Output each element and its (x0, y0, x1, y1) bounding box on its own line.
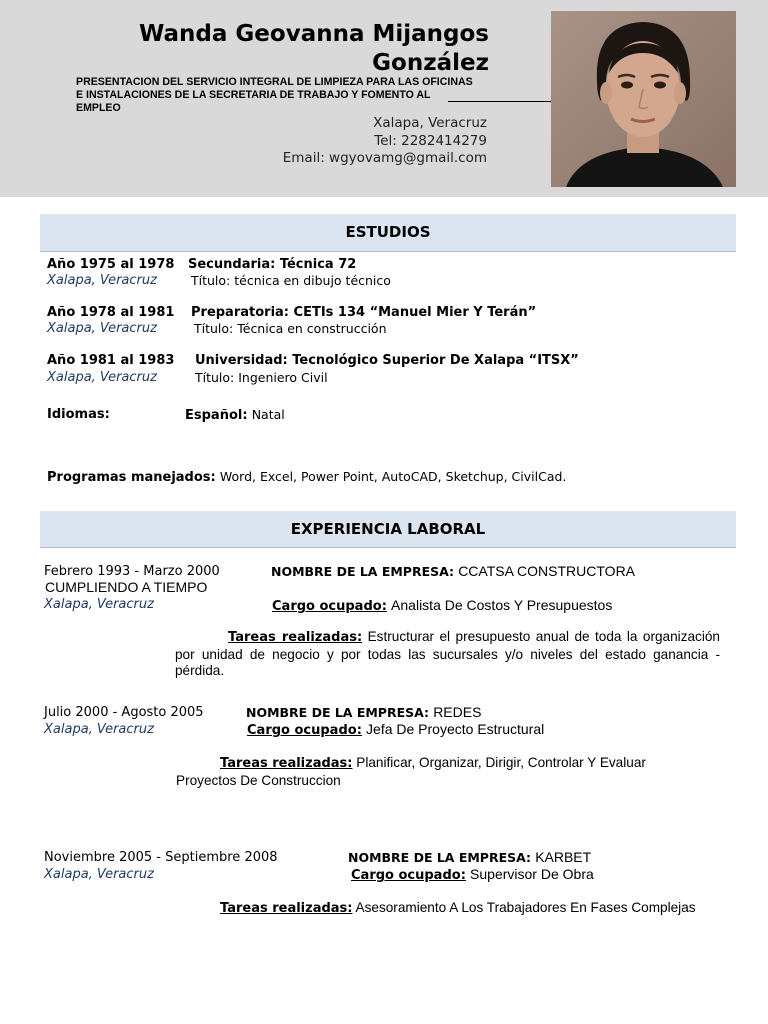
position-value: Supervisor De Obra (470, 866, 594, 882)
study-location-3: Xalapa, Veracruz (47, 370, 157, 385)
tasks-label: Tareas realizadas: (220, 756, 353, 771)
job-tasks-3 (176, 900, 696, 918)
language-level: Natal (251, 407, 285, 422)
job-position-1 (272, 597, 612, 615)
position-value: Jefa De Proyecto Estructural (366, 721, 545, 737)
company-label: NOMBRE DE LA EMPRESA: (271, 564, 455, 579)
contact-phone: Tel: 2282414279 (374, 133, 487, 149)
study-school-2: Preparatoria: CETIs 134 “Manuel Mier Y Terán” (191, 305, 537, 320)
tasks-label: Tareas realizadas: (228, 630, 363, 645)
programs-value: Word, Excel, Power Point, AutoCAD, Sketchup, CivilCad. (219, 469, 567, 484)
tasks-value: Estructurar el presupuesto anual de toda la organización por unidad de negocio y por todas las sucursales y/o niveles del estado ganancia - pérdida. (175, 629, 720, 678)
company-name: REDES (433, 704, 482, 720)
company-name: KARBET (535, 849, 592, 865)
position-label: Cargo ocupado: (247, 723, 362, 738)
company-label: NOMBRE DE LA EMPRESA: (246, 705, 430, 720)
contact-city: Xalapa, Veracruz (373, 115, 487, 131)
job-tasks-1 (175, 629, 720, 680)
job-tasks-2 (176, 755, 706, 789)
study-period-3: Año 1981 al 1983 (47, 353, 175, 368)
language-name: Español: (185, 408, 248, 423)
study-period-2: Año 1978 al 1981 (47, 305, 175, 320)
job-period-2: Julio 2000 - Agosto 2005 (44, 705, 204, 720)
study-school-1: Secundaria: Técnica 72 (188, 257, 357, 272)
job-extra-1: CUMPLIENDO A TIEMPO (45, 579, 208, 595)
study-location-1: Xalapa, Veracruz (47, 273, 157, 288)
study-degree-2: Título: Técnica en construcción (194, 321, 387, 336)
languages-label: Idiomas: (47, 407, 110, 422)
candidate-surname: González (372, 50, 489, 76)
study-degree-1: Título: técnica en dibujo técnico (191, 273, 391, 288)
job-company-1 (271, 563, 635, 581)
objective-underline (448, 101, 551, 102)
job-period-3: Noviembre 2005 - Septiembre 2008 (44, 850, 278, 865)
job-location-2: Xalapa, Veracruz (44, 722, 154, 737)
tasks-value: Asesoramiento A Los Trabajadores En Fases Complejas (355, 900, 696, 915)
company-name: CCATSA CONSTRUCTORA (458, 563, 636, 579)
job-company-2 (246, 704, 481, 722)
job-position-2 (247, 721, 544, 739)
objective-statement: PRESENTACION DEL SERVICIO INTEGRAL DE LIMPIEZA PARA LAS OFICINAS E INSTALACIONES DE LA SECRETARIA DE TRABAJO Y FOMENTO AL EMPLEO (76, 76, 473, 114)
candidate-name: Wanda Geovanna Mijangos (138, 21, 489, 47)
job-period-1: Febrero 1993 - Marzo 2000 (44, 564, 220, 579)
section-header-experience: EXPERIENCIA LABORAL (40, 511, 736, 548)
study-school-3: Universidad: Tecnológico Superior De Xalapa “ITSX” (195, 353, 579, 368)
job-location-1: Xalapa, Veracruz (44, 597, 154, 612)
tasks-label: Tareas realizadas: (220, 901, 353, 916)
profile-photo (551, 11, 736, 187)
company-label: NOMBRE DE LA EMPRESA: (348, 850, 532, 865)
study-period-1: Año 1975 al 1978 (47, 257, 175, 272)
study-location-2: Xalapa, Veracruz (47, 321, 157, 336)
tasks-value: Planificar, Organizar, Dirigir, Controlar Y Evaluar Proyectos De Construccion (176, 755, 646, 788)
contact-email: Email: wgyovamg@gmail.com (282, 150, 487, 166)
job-position-3 (351, 866, 594, 884)
programs-line (47, 469, 566, 486)
position-label: Cargo ocupado: (272, 599, 387, 614)
job-company-3 (348, 849, 591, 867)
programs-label: Programas manejados: (47, 470, 216, 485)
position-label: Cargo ocupado: (351, 868, 466, 883)
study-degree-3: Título: Ingeniero Civil (195, 370, 328, 385)
job-location-3: Xalapa, Veracruz (44, 867, 154, 882)
position-value: Analista De Costos Y Presupuestos (391, 597, 613, 613)
language-entry (185, 407, 285, 424)
section-header-studies: ESTUDIOS (40, 214, 736, 252)
